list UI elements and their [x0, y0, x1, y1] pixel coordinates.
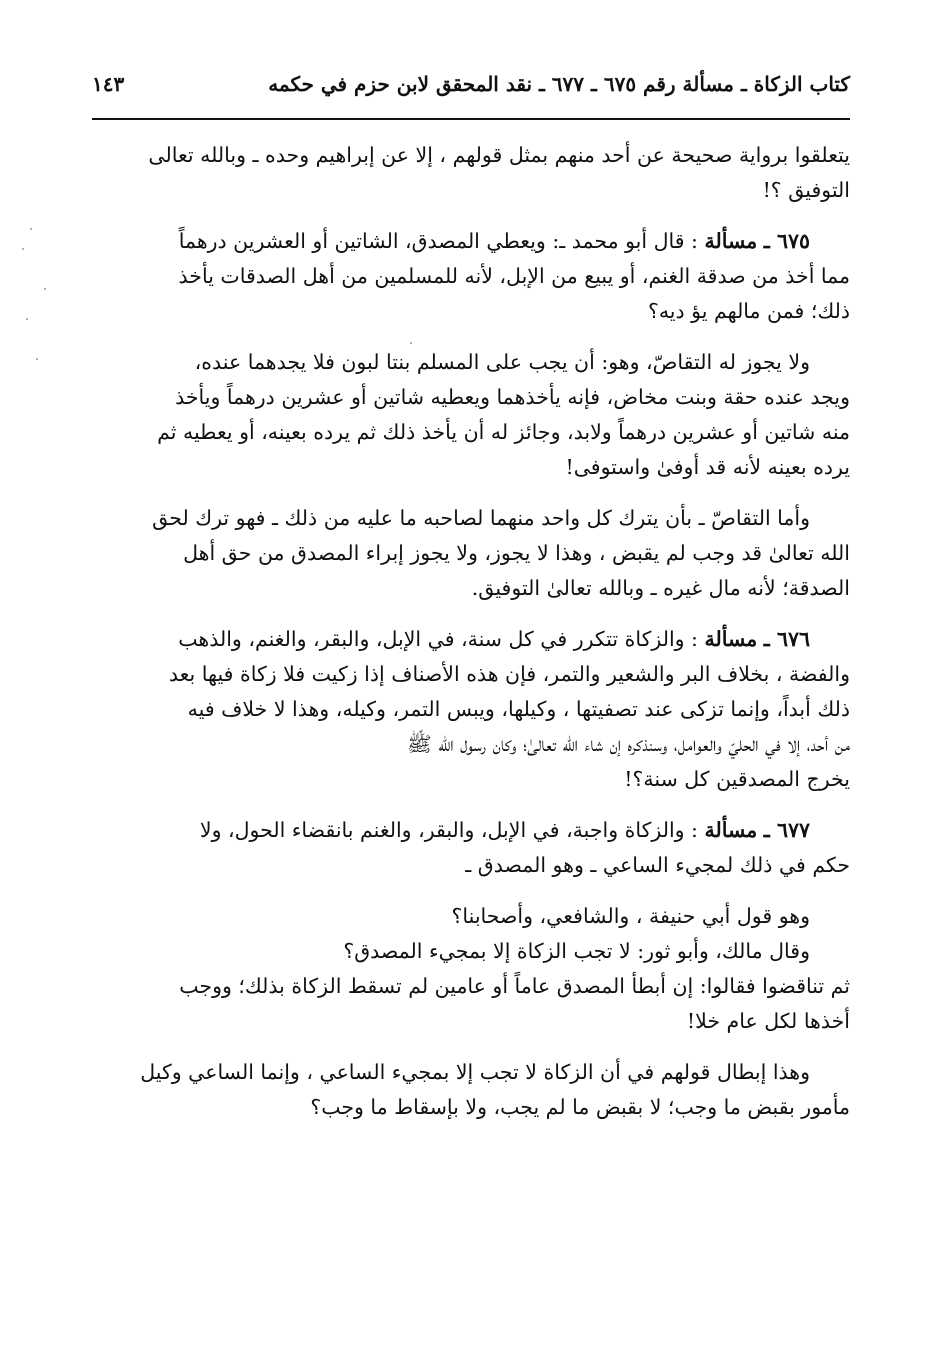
text-line: وأما التقاصّ ـ بأن يترك كل واحد منهما لصاحبه ما عليه من ذلك ـ فهو ترك لحق [152, 506, 810, 530]
text-line: يتعلقوا برواية صحيحة عن أحد منهم بمثل قولهم ، إلا عن إبراهيم وحده ـ وبالله تعالى [148, 143, 850, 167]
scan-speck [22, 248, 24, 250]
paragraph-tanaqud [96, 969, 850, 1039]
text-line: مما أخذ من صدقة الغنم، أو يبيع من الإبل، لأنه للمسلمين من أهل الصدقات يأخذ [178, 264, 850, 288]
text-line: يرده بعينه لأنه قد أوفىٰ واستوفى! [565, 455, 850, 479]
text-line [96, 224, 850, 259]
text-line: حكم في ذلك لمجيء الساعي ـ وهو المصدق ـ [465, 853, 850, 877]
text-line: الصدقة؛ لأنه مال غيره ـ وبالله تعالىٰ التوفيق. [471, 576, 850, 600]
masala-number: ٦٧٦ ـ [763, 627, 810, 651]
opinion-line: وهو قول أبي حنيفة ، والشافعي، وأصحابنا؟ [451, 904, 810, 928]
text-line: الله تعالىٰ قد وجب لم يقبض ، وهذا لا يجوز، ولا يجوز إبراء المصدق من حق أهل [183, 541, 850, 565]
masala-675 [96, 224, 850, 329]
masala-676 [96, 622, 850, 797]
header-rule [92, 118, 850, 120]
masala-677 [96, 813, 850, 883]
scan-speck [44, 288, 46, 290]
text-line: يخرج المصدقين كل سنة؟! [624, 767, 850, 791]
text-line: وهذا إبطال قولهم في أن الزكاة لا تجب إلا بمجيء الساعي ، وإنما الساعي وكيل [140, 1060, 810, 1084]
text-line: من أحد، إلا في الحليّ والعوامل، وسنذكره إن شاء الله تعالىٰ؛ وكان رسول الله ﷺ [407, 732, 850, 756]
paragraph-taqass-2 [96, 501, 850, 606]
text-line: ذلك؛ فمن مالهم يؤ ديه؟ [647, 299, 850, 323]
text-line: ويجد عنده حقة وبنت مخاض، فإنه يأخذهما ويعطيه شاتين أو عشرين درهماً ويأخذ [175, 385, 850, 409]
text-line: ثم تناقضوا فقالوا: إن أبطأ المصدق عاماً أو عامين لم تسقط الزكاة بذلك؛ ووجب [179, 974, 850, 998]
paragraph-continuation [96, 138, 850, 208]
text-line: مأمور بقبض ما وجب؛ لا بقبض ما لم يجب، ولا بإسقاط ما وجب؟ [310, 1095, 850, 1119]
text-line [96, 622, 850, 657]
text-line [96, 813, 850, 848]
paragraph-taqass [96, 345, 850, 485]
scan-speck [410, 342, 412, 344]
scan-speck [30, 228, 32, 230]
masala-number: ٦٧٧ ـ [763, 818, 810, 842]
masala-number: ٦٧٥ ـ [763, 229, 810, 253]
masala-text: : والزكاة تتكرر في كل سنة، في الإبل، والبقر، والغنم، والذهب [178, 627, 698, 651]
page-header [92, 64, 850, 104]
masala-label: مسألة [704, 229, 758, 253]
opinions-block [96, 899, 850, 969]
scan-speck [26, 318, 28, 320]
text-line: ذلك أبداً، وإنما تزكى عند تصفيتها ، وكيلها، ويبس التمر، وكيله، وهذا لا خلاف فيه [187, 697, 850, 721]
opinion-line: وقال مالك، وأبو ثور: لا تجب الزكاة إلا بمجيء المصدق؟ [343, 939, 810, 963]
page-number: ١٤٣ [92, 72, 125, 96]
masala-text: : والزكاة واجبة، في الإبل، والبقر، والغنم بانقضاء الحول، ولا [199, 818, 698, 842]
paragraph-ibtal [96, 1055, 850, 1125]
text-line: ولا يجوز له التقاصّ، وهو: أن يجب على المسلم بنتا لبون فلا يجدهما عنده، [194, 350, 810, 374]
running-title: كتاب الزكاة ـ مسألة رقم ٦٧٥ ـ ٦٧٧ ـ نقد المحقق لابن حزم في حكمه [268, 72, 850, 96]
page-body [96, 138, 850, 1141]
scan-speck [36, 358, 38, 360]
text-line: التوفيق ؟! [762, 178, 850, 202]
masala-label: مسألة [704, 818, 758, 842]
text-line: منه شاتين أو عشرين درهماً ولابد، وجائز له أن يأخذ ذلك ثم يرده بعينه، أو يعطيه ثم [157, 420, 850, 444]
text-line: أخذها لكل عام خلا! [686, 1009, 850, 1033]
masala-label: مسألة [704, 627, 758, 651]
text-line: والفضة ، بخلاف البر والشعير والتمر، فإن هذه الأصناف إذا زكيت فلا زكاة فيها بعد [168, 662, 850, 686]
masala-text: : قال أبو محمد ـ: ويعطي المصدق، الشاتين أو العشرين درهماً [178, 229, 698, 253]
